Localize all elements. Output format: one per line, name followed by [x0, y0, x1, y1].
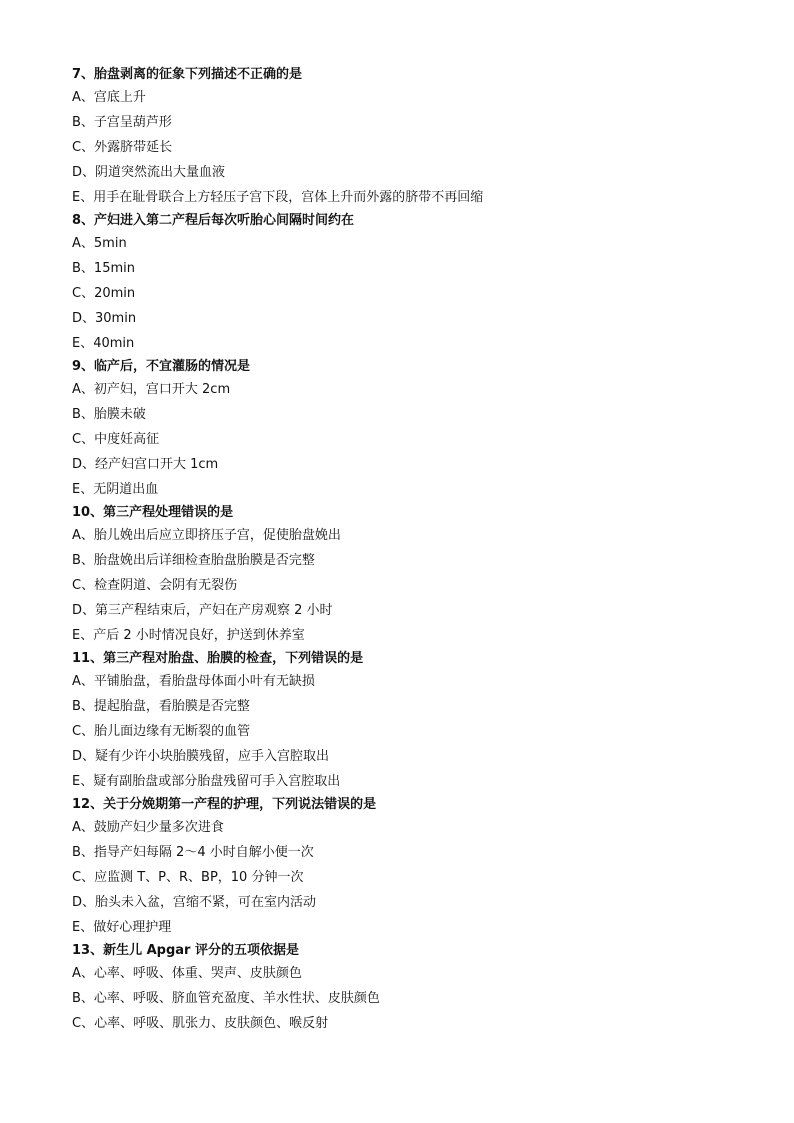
question-10: [72, 502, 752, 648]
option-e: E、疑有副胎盘或部分胎盘残留可手入宫腔取出: [72, 774, 341, 789]
option-b: B、心率、呼吸、脐血管充盈度、羊水性状、皮肤颜色: [72, 991, 380, 1006]
exam-page: [72, 64, 752, 1036]
option-d: D、疑有少许小块胎膜残留，应手入宫腔取出: [72, 749, 330, 764]
option-d: D、第三产程结束后，产妇在产房观察 2 小时: [72, 603, 333, 618]
option-e: E、40min: [72, 336, 135, 351]
question-title: 13、新生儿 Apgar 评分的五项依据是: [72, 943, 299, 958]
option-e: E、用手在耻骨联合上方轻压子宫下段，宫体上升而外露的脐带不再回缩: [72, 190, 484, 205]
question-13: [72, 940, 752, 1036]
question-9: [72, 356, 752, 502]
question-title: 11、第三产程对胎盘、胎膜的检查，下列错误的是: [72, 651, 364, 666]
option-a: A、平铺胎盘，看胎盘母体面小叶有无缺损: [72, 674, 315, 689]
question-7: [72, 64, 752, 210]
option-b: B、子宫呈葫芦形: [72, 115, 172, 130]
option-a: A、宫底上升: [72, 90, 146, 105]
option-c: C、胎儿面边缘有无断裂的血管: [72, 724, 251, 739]
question-8: [72, 210, 752, 356]
option-a: A、心率、呼吸、体重、哭声、皮肤颜色: [72, 966, 302, 981]
question-title: 12、关于分娩期第一产程的护理，下列说法错误的是: [72, 797, 377, 812]
option-b: B、胎膜未破: [72, 407, 146, 422]
option-b: B、提起胎盘，看胎膜是否完整: [72, 699, 250, 714]
option-c: C、应监测 T、P、R、BP，10 分钟一次: [72, 870, 304, 885]
question-title: 10、第三产程处理错误的是: [72, 505, 234, 520]
option-c: C、外露脐带延长: [72, 140, 173, 155]
option-c: C、中度妊高征: [72, 432, 160, 447]
option-c: C、20min: [72, 286, 136, 301]
question-title: 9、临产后，不宜灌肠的情况是: [72, 359, 251, 374]
option-a: A、胎儿娩出后应立即挤压子宫，促使胎盘娩出: [72, 528, 341, 543]
option-b: B、15min: [72, 261, 135, 276]
question-12: [72, 794, 752, 940]
option-e: E、无阴道出血: [72, 482, 159, 497]
option-c: C、检查阴道、会阴有无裂伤: [72, 578, 238, 593]
option-d: D、经产妇宫口开大 1cm: [72, 457, 219, 472]
option-a: A、5min: [72, 236, 127, 251]
question-title: 8、产妇进入第二产程后每次听胎心间隔时间约在: [72, 213, 355, 228]
option-e: E、做好心理护理: [72, 920, 172, 935]
option-c: C、心率、呼吸、肌张力、皮肤颜色、喉反射: [72, 1016, 329, 1031]
option-b: B、指导产妇每隔 2～4 小时自解小便一次: [72, 845, 314, 860]
option-d: D、胎头未入盆，宫缩不紧，可在室内活动: [72, 895, 317, 910]
question-11: [72, 648, 752, 794]
question-title: 7、胎盘剥离的征象下列描述不正确的是: [72, 67, 303, 82]
option-a: A、鼓励产妇少量多次进食: [72, 820, 224, 835]
option-d: D、阴道突然流出大量血液: [72, 165, 226, 180]
option-b: B、胎盘娩出后详细检查胎盘胎膜是否完整: [72, 553, 315, 568]
option-a: A、初产妇，宫口开大 2cm: [72, 382, 231, 397]
option-e: E、产后 2 小时情况良好，护送到休养室: [72, 628, 305, 643]
option-d: D、30min: [72, 311, 137, 326]
